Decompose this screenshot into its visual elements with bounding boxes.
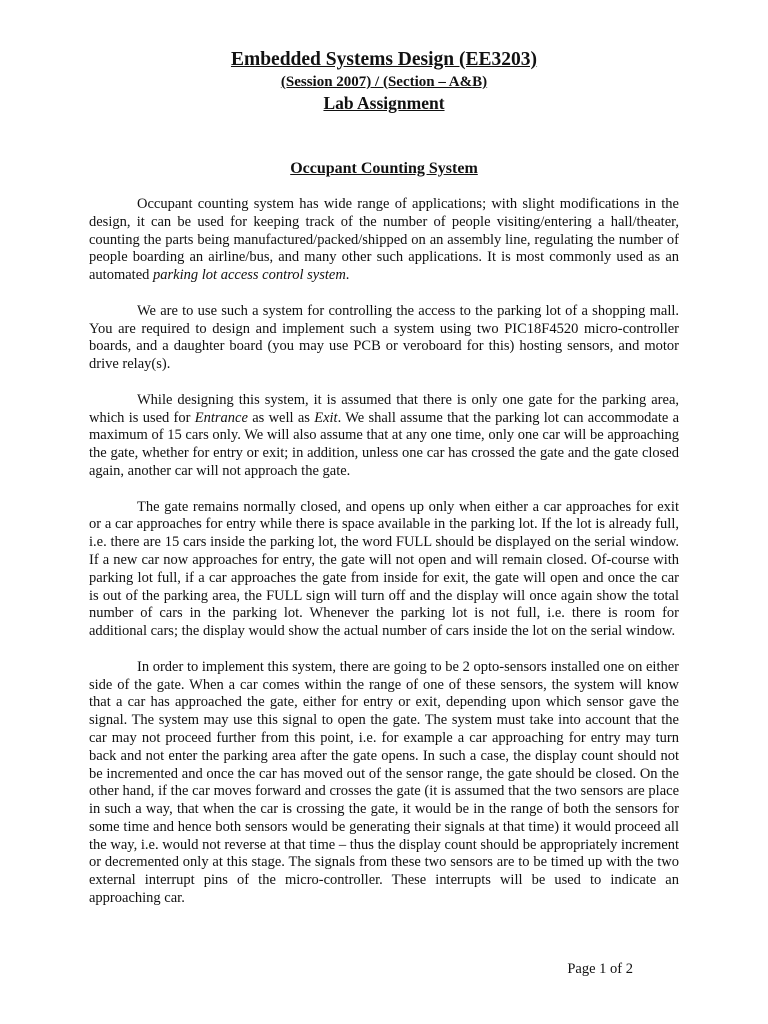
- paragraph-5: In order to implement this system, there are going to be 2 opto-sensors installed one on either side of the gate. When a car comes within the range of one of these sensors, the system will know that a car has approached the gate, either for entry or exit, depending upon which sensor gave the signal. The system may use this signal to open the gate. The system must take into account that the car may not proceed further from this point, i.e. for example a car approaching for entry may turn back and not enter the parking area after the gate opens. In such a case, the display count should not be incremented and once the car has moved out of the sensor range, the gate should be closed. On the other hand, if the car moves forward and crosses the gate (it is assumed that the two sensors are place in such a way, that when the car is crossing the gate, it would be in the range of both the sensors for some time and hence both sensors would be generating their signals at that time) it would proceed all the way, i.e. would not reverse at that time – thus the display count should be appropriately increment or decremented only at this stage. The signals from these two sensors are to be timed up with the two external interrupt pins of the micro-controller. These interrupts will be used to indicate an approaching car.: [89, 658, 679, 907]
- document-header: [0, 47, 768, 115]
- paragraph-1-emphasis: parking lot access control system: [153, 267, 346, 284]
- paragraph-1-end: .: [345, 267, 350, 284]
- lab-assignment-heading: Lab Assignment: [323, 93, 445, 113]
- paragraph-2: We are to use such a system for controlling the access to the parking lot of a shopping mall. You are required to design and implement such a system using two PIC18F4520 micro-controller boards, and a daughter board (you may use PCB or veroboard for this) hosting sensors, and motor drive relay(s).: [89, 302, 679, 373]
- paragraph-3-text-c: . We shall assume that the parking lot can accommodate a maximum of 15 cars only. We will also assume that at any one time, only one car will be approaching the gate, whether for entry or exit; in addition, unless one car has crossed the gate and the gate closed again, another car will not approach the gate.: [89, 409, 680, 479]
- paragraph-3-entrance: Entrance: [194, 409, 248, 426]
- paragraph-3-exit: Exit: [314, 409, 338, 426]
- paragraph-3-text-b: as well as: [247, 409, 315, 426]
- paragraph-1: [89, 196, 679, 285]
- document-title: Occupant Counting System: [290, 160, 478, 177]
- paragraph-3: [89, 392, 679, 481]
- paragraph-4: The gate remains normally closed, and opens up only when either a car approaches for exit or a car approaches for entry while there is space available in the parking lot. If the lot is already full, i.e. there are 15 cars inside the parking lot, the word FULL should be displayed on the serial window. If a new car now approaches for entry, the gate will not open and will remain closed. Of-course with parking lot full, if a car approaches the gate from inside for exit, the gate will open and once the car is out of the parking area, the FULL sign will turn off and the display will once again show the total number of cars in the parking lot. Whenever the parking lot is not full, i.e. there is room for additional cars; the display would show the actual number of cars inside the lot on the serial window.: [89, 498, 679, 640]
- page-number: Page 1 of 2: [567, 961, 633, 977]
- session-line: (Session 2007) / (Section – A&B): [280, 74, 488, 90]
- paragraph-3-text-a: While designing this system, it is assumed that there is only one gate for the parking area, which is used for: [89, 391, 679, 426]
- course-title: Embedded Systems Design (EE3203): [230, 49, 538, 70]
- paragraph-1-text: Occupant counting system has wide range of applications; with slight modifications in the design, it can be used for keeping track of the number of people visiting/entering a hall/theater, counting the parts being manufactured/packed/shipped on an assembly line, regulating the number of people boarding an airline/bus, and many other such applications. It is most commonly used as an automated: [89, 196, 679, 284]
- body-text: [89, 196, 679, 926]
